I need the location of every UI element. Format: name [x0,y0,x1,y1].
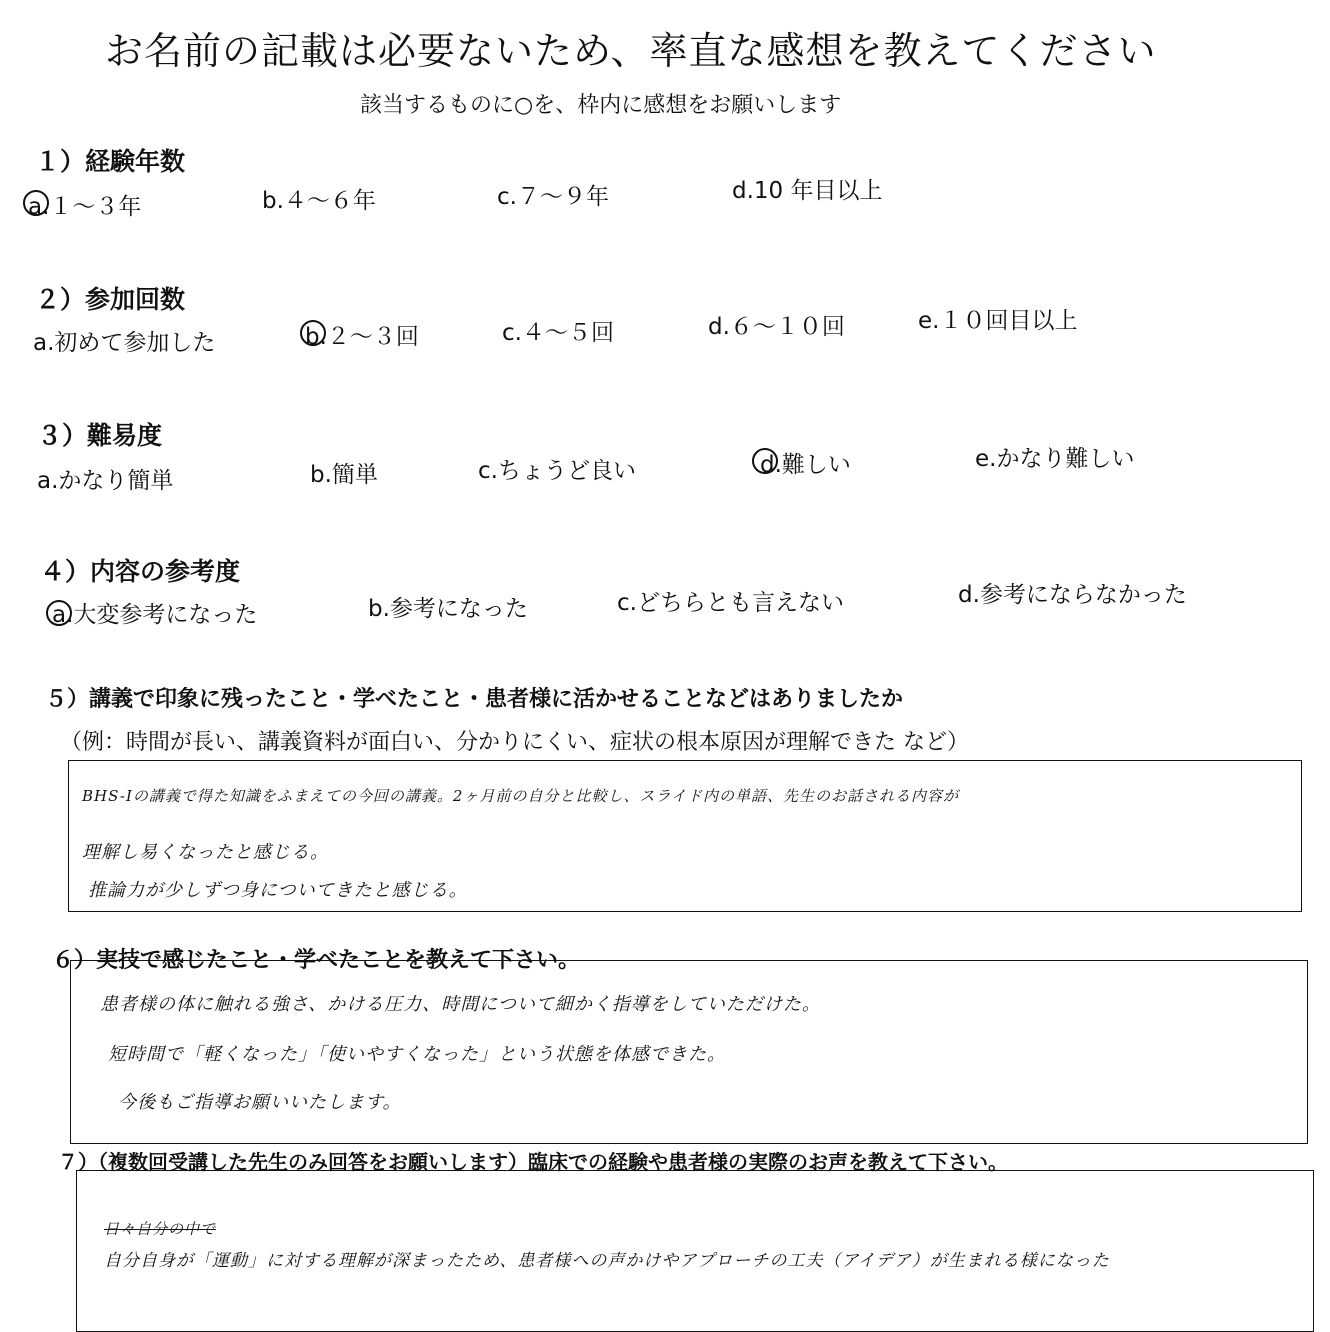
q5-answer-line: BHS-Ⅰの講義で得た知識をふまえての今回の講義。2ヶ月前の自分と比較し、スライド内の単語、先生のお話される内容が [82,787,960,805]
q3-option-e[interactable]: e.かなり難しい [975,446,1135,472]
q6-answer-line: 患者様の体に触れる強さ、かける圧力、時間について細かく指導をしていただけた。 [100,994,821,1015]
q2-option-a[interactable]: a.初めて参加した [33,330,216,356]
q5-hint: （例：時間が長い、講義資料が面白い、分かりにくい、症状の根本原因が理解できた など） [60,730,969,755]
q2-heading: ２）参加回数 [35,285,186,314]
q5-answer-line: 推論力が少しずつ身についてきたと感じる。 [88,880,468,901]
q2-option-c[interactable]: c.４～５回 [502,320,614,346]
q4-option-b[interactable]: b.参考になった [368,596,528,622]
q2-option-b[interactable]: b.２～３回 [305,324,419,350]
selected-circle-mark [300,320,326,346]
selected-circle-mark [46,600,72,626]
selected-circle-mark [752,448,778,474]
q4-option-a[interactable]: a.大変参考になった [52,602,258,628]
q3-option-a[interactable]: a.かなり簡単 [37,468,174,494]
q6-answer-line: 今後もご指導お願いいたします。 [118,1092,402,1113]
q3-option-c[interactable]: c.ちょうど良い [478,458,636,484]
q7-heading: ７）（複数回受講した先生のみ回答をお願いします）臨床での経験や患者様の実際のお声を教えて下さい。 [58,1150,1008,1174]
q6-heading: ６）実技で感じたこと・学べたことを教えて下さい。 [52,948,581,973]
q4-option-d[interactable]: d.参考にならなかった [958,582,1187,608]
q2-option-d[interactable]: d.６～１０回 [708,314,845,340]
q3-heading: ３）難易度 [37,421,163,450]
q6-answer-line: 短時間で「軽くなった」「使いやすくなった」という状態を体感できた。 [108,1044,726,1065]
q1-option-c[interactable]: c.７～９年 [497,184,609,210]
q1-option-a[interactable]: a.１～３年 [28,194,142,220]
page-subtitle: 該当するものに○を、枠内に感想をお願いします [360,93,842,118]
q2-option-e[interactable]: e.１０回目以上 [918,308,1078,334]
q3-option-b[interactable]: b.簡単 [310,462,378,488]
q5-heading: ５）講義で印象に残ったこと・学べたこと・患者様に活かせることなどはありましたか [45,687,904,712]
q4-option-c[interactable]: c.どちらとも言えない [617,590,844,616]
q1-heading: １）経験年数 [35,147,186,176]
q3-option-d[interactable]: d.難しい [760,452,851,478]
q5-answer-line: 理解し易くなったと感じる。 [82,842,329,863]
page-title: お名前の記載は必要ないため、率直な感想を教えてください [105,29,1157,73]
q4-heading: ４）内容の参考度 [40,557,241,586]
q1-option-b[interactable]: b.４～６年 [262,188,376,214]
q7-struck-text: 日々自分の中で [104,1220,217,1238]
q7-answer-line: 自分自身が「運動」に対する理解が深まったため、患者様への声かけやアプローチの工夫（アイデア）が生まれる様になった [104,1251,1110,1271]
selected-circle-mark [23,190,49,216]
q1-option-d[interactable]: d.10 年目以上 [732,178,883,204]
